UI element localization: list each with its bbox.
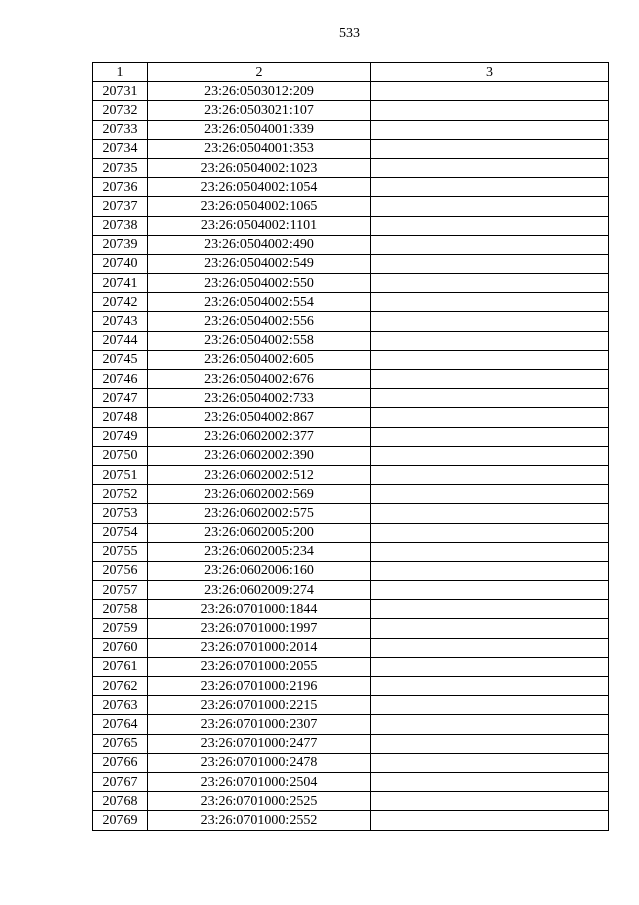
row-number-cell: 20739 bbox=[93, 235, 148, 254]
cadastral-number-cell: 23:26:0701000:1844 bbox=[148, 600, 371, 619]
table-row bbox=[93, 811, 609, 830]
table-row bbox=[93, 254, 609, 273]
header-cell-2: 2 bbox=[148, 63, 371, 82]
row-number-cell: 20760 bbox=[93, 638, 148, 657]
table-row bbox=[93, 465, 609, 484]
table-row bbox=[93, 197, 609, 216]
row-number-cell: 20731 bbox=[93, 82, 148, 101]
notes-cell bbox=[371, 408, 609, 427]
notes-cell bbox=[371, 216, 609, 235]
cadastral-number-cell: 23:26:0701000:2307 bbox=[148, 715, 371, 734]
table-row bbox=[93, 389, 609, 408]
cadastral-number-cell: 23:26:0701000:2525 bbox=[148, 792, 371, 811]
table-row bbox=[93, 331, 609, 350]
row-number-cell: 20746 bbox=[93, 370, 148, 389]
header-cell-3: 3 bbox=[371, 63, 609, 82]
notes-cell bbox=[371, 772, 609, 791]
notes-cell bbox=[371, 561, 609, 580]
notes-cell bbox=[371, 120, 609, 139]
notes-cell bbox=[371, 427, 609, 446]
notes-cell bbox=[371, 331, 609, 350]
table-row bbox=[93, 101, 609, 120]
table-row bbox=[93, 427, 609, 446]
cadastral-number-cell: 23:26:0503012:209 bbox=[148, 82, 371, 101]
cadastral-number-cell: 23:26:0504002:867 bbox=[148, 408, 371, 427]
table-row bbox=[93, 139, 609, 158]
row-number-cell: 20738 bbox=[93, 216, 148, 235]
notes-cell bbox=[371, 696, 609, 715]
notes-cell bbox=[371, 158, 609, 177]
table-row bbox=[93, 82, 609, 101]
cadastral-number-cell: 23:26:0504002:1065 bbox=[148, 197, 371, 216]
row-number-cell: 20734 bbox=[93, 139, 148, 158]
cadastral-number-cell: 23:26:0602002:569 bbox=[148, 485, 371, 504]
table-row bbox=[93, 370, 609, 389]
notes-cell bbox=[371, 139, 609, 158]
table-row bbox=[93, 657, 609, 676]
notes-cell bbox=[371, 370, 609, 389]
table-row bbox=[93, 600, 609, 619]
cadastral-number-cell: 23:26:0504002:676 bbox=[148, 370, 371, 389]
notes-cell bbox=[371, 389, 609, 408]
notes-cell bbox=[371, 523, 609, 542]
cadastral-number-cell: 23:26:0602006:160 bbox=[148, 561, 371, 580]
notes-cell bbox=[371, 254, 609, 273]
table-body bbox=[93, 82, 609, 830]
notes-cell bbox=[371, 811, 609, 830]
table-row bbox=[93, 734, 609, 753]
row-number-cell: 20754 bbox=[93, 523, 148, 542]
cadastral-number-cell: 23:26:0504002:558 bbox=[148, 331, 371, 350]
notes-cell bbox=[371, 485, 609, 504]
cadastral-number-cell: 23:26:0504001:353 bbox=[148, 139, 371, 158]
cadastral-number-cell: 23:26:0504002:1054 bbox=[148, 178, 371, 197]
cadastral-number-cell: 23:26:0504002:1023 bbox=[148, 158, 371, 177]
cadastral-number-cell: 23:26:0701000:2477 bbox=[148, 734, 371, 753]
row-number-cell: 20769 bbox=[93, 811, 148, 830]
cadastral-number-cell: 23:26:0701000:2504 bbox=[148, 772, 371, 791]
cadastral-number-cell: 23:26:0701000:2478 bbox=[148, 753, 371, 772]
row-number-cell: 20733 bbox=[93, 120, 148, 139]
notes-cell bbox=[371, 446, 609, 465]
table-row bbox=[93, 312, 609, 331]
row-number-cell: 20748 bbox=[93, 408, 148, 427]
cadastral-number-cell: 23:26:0602002:377 bbox=[148, 427, 371, 446]
cadastral-number-cell: 23:26:0504002:733 bbox=[148, 389, 371, 408]
table-row bbox=[93, 216, 609, 235]
cadastral-number-cell: 23:26:0504002:549 bbox=[148, 254, 371, 273]
table-row bbox=[93, 638, 609, 657]
cadastral-number-cell: 23:26:0701000:2552 bbox=[148, 811, 371, 830]
table-row bbox=[93, 274, 609, 293]
row-number-cell: 20757 bbox=[93, 581, 148, 600]
row-number-cell: 20745 bbox=[93, 350, 148, 369]
cadastral-number-cell: 23:26:0602002:390 bbox=[148, 446, 371, 465]
cadastral-number-cell: 23:26:0504002:550 bbox=[148, 274, 371, 293]
row-number-cell: 20767 bbox=[93, 772, 148, 791]
row-number-cell: 20736 bbox=[93, 178, 148, 197]
cadastral-number-cell: 23:26:0504002:1101 bbox=[148, 216, 371, 235]
cadastral-number-cell: 23:26:0504002:605 bbox=[148, 350, 371, 369]
row-number-cell: 20743 bbox=[93, 312, 148, 331]
row-number-cell: 20755 bbox=[93, 542, 148, 561]
row-number-cell: 20744 bbox=[93, 331, 148, 350]
notes-cell bbox=[371, 274, 609, 293]
row-number-cell: 20752 bbox=[93, 485, 148, 504]
table-row bbox=[93, 772, 609, 791]
notes-cell bbox=[371, 734, 609, 753]
cadastral-number-cell: 23:26:0602002:512 bbox=[148, 465, 371, 484]
table-row bbox=[93, 235, 609, 254]
table-row bbox=[93, 120, 609, 139]
cadastral-number-cell: 23:26:0503021:107 bbox=[148, 101, 371, 120]
table-row bbox=[93, 350, 609, 369]
notes-cell bbox=[371, 657, 609, 676]
table-header bbox=[93, 63, 609, 82]
notes-cell bbox=[371, 178, 609, 197]
row-number-cell: 20740 bbox=[93, 254, 148, 273]
table-row bbox=[93, 792, 609, 811]
row-number-cell: 20742 bbox=[93, 293, 148, 312]
notes-cell bbox=[371, 638, 609, 657]
notes-cell bbox=[371, 581, 609, 600]
row-number-cell: 20732 bbox=[93, 101, 148, 120]
table-row bbox=[93, 561, 609, 580]
cadastral-number-cell: 23:26:0602005:200 bbox=[148, 523, 371, 542]
table-row bbox=[93, 619, 609, 638]
cadastral-number-cell: 23:26:0504001:339 bbox=[148, 120, 371, 139]
notes-cell bbox=[371, 235, 609, 254]
cadastral-number-cell: 23:26:0602009:274 bbox=[148, 581, 371, 600]
cadastral-number-cell: 23:26:0602005:234 bbox=[148, 542, 371, 561]
cadastral-number-cell: 23:26:0504002:554 bbox=[148, 293, 371, 312]
cadastral-number-cell: 23:26:0701000:2055 bbox=[148, 657, 371, 676]
row-number-cell: 20751 bbox=[93, 465, 148, 484]
table-row bbox=[93, 523, 609, 542]
table-row bbox=[93, 485, 609, 504]
row-number-cell: 20758 bbox=[93, 600, 148, 619]
notes-cell bbox=[371, 82, 609, 101]
cadastral-number-cell: 23:26:0504002:490 bbox=[148, 235, 371, 254]
notes-cell bbox=[371, 792, 609, 811]
row-number-cell: 20747 bbox=[93, 389, 148, 408]
header-row bbox=[93, 63, 609, 82]
row-number-cell: 20753 bbox=[93, 504, 148, 523]
table-row bbox=[93, 178, 609, 197]
row-number-cell: 20749 bbox=[93, 427, 148, 446]
table-row bbox=[93, 504, 609, 523]
table-row bbox=[93, 408, 609, 427]
row-number-cell: 20764 bbox=[93, 715, 148, 734]
row-number-cell: 20766 bbox=[93, 753, 148, 772]
cadastral-number-cell: 23:26:0701000:1997 bbox=[148, 619, 371, 638]
notes-cell bbox=[371, 312, 609, 331]
table-row bbox=[93, 715, 609, 734]
table-row bbox=[93, 581, 609, 600]
table-row bbox=[93, 753, 609, 772]
notes-cell bbox=[371, 350, 609, 369]
row-number-cell: 20759 bbox=[93, 619, 148, 638]
notes-cell bbox=[371, 504, 609, 523]
table-row bbox=[93, 677, 609, 696]
row-number-cell: 20768 bbox=[93, 792, 148, 811]
cadastral-number-cell: 23:26:0701000:2196 bbox=[148, 677, 371, 696]
row-number-cell: 20756 bbox=[93, 561, 148, 580]
notes-cell bbox=[371, 542, 609, 561]
row-number-cell: 20765 bbox=[93, 734, 148, 753]
notes-cell bbox=[371, 677, 609, 696]
cadastral-number-cell: 23:26:0701000:2014 bbox=[148, 638, 371, 657]
row-number-cell: 20741 bbox=[93, 274, 148, 293]
row-number-cell: 20735 bbox=[93, 158, 148, 177]
table-row bbox=[93, 446, 609, 465]
row-number-cell: 20737 bbox=[93, 197, 148, 216]
notes-cell bbox=[371, 101, 609, 120]
row-number-cell: 20761 bbox=[93, 657, 148, 676]
cadastral-number-cell: 23:26:0602002:575 bbox=[148, 504, 371, 523]
cadastral-number-cell: 23:26:0504002:556 bbox=[148, 312, 371, 331]
notes-cell bbox=[371, 465, 609, 484]
notes-cell bbox=[371, 197, 609, 216]
registry-table bbox=[92, 62, 609, 831]
row-number-cell: 20750 bbox=[93, 446, 148, 465]
table-row bbox=[93, 696, 609, 715]
notes-cell bbox=[371, 715, 609, 734]
row-number-cell: 20762 bbox=[93, 677, 148, 696]
table-row bbox=[93, 542, 609, 561]
notes-cell bbox=[371, 600, 609, 619]
header-cell-1: 1 bbox=[93, 63, 148, 82]
table-row bbox=[93, 158, 609, 177]
notes-cell bbox=[371, 293, 609, 312]
page-number: 533 bbox=[339, 26, 360, 41]
notes-cell bbox=[371, 753, 609, 772]
notes-cell bbox=[371, 619, 609, 638]
row-number-cell: 20763 bbox=[93, 696, 148, 715]
cadastral-number-cell: 23:26:0701000:2215 bbox=[148, 696, 371, 715]
table-row bbox=[93, 293, 609, 312]
